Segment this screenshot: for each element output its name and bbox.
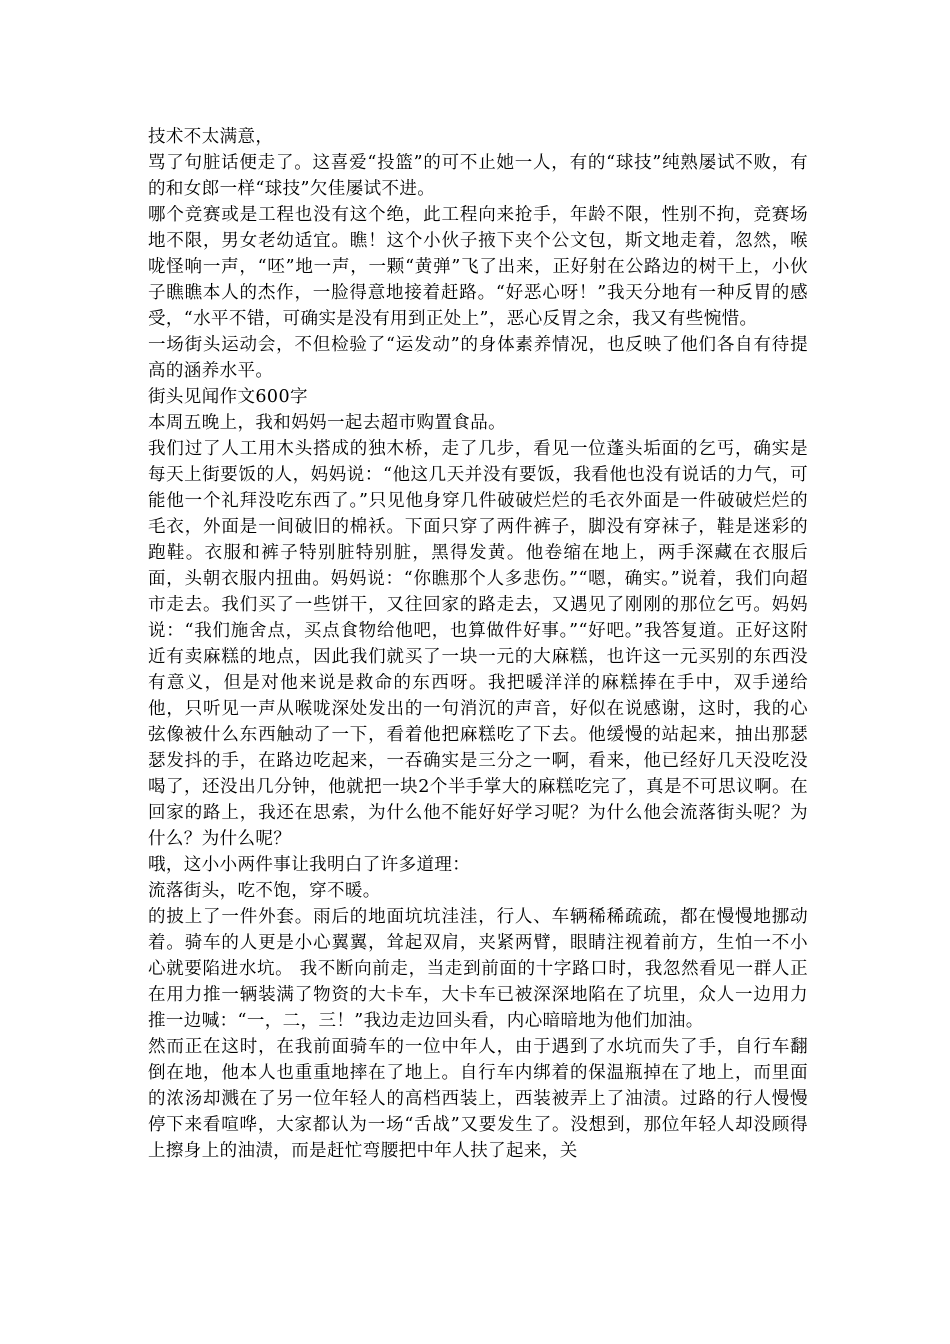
document-body	[148, 124, 808, 1164]
paragraph-8: 哦，这小小两件事让我明白了许多道理：	[148, 855, 471, 875]
paragraph-4: 一场街头运动会，不但检验了“运发动”的身体素养情况，也反映了他们各自有待提高的涵养水平。	[148, 335, 808, 381]
paragraph-10: 的披上了一件外套。雨后的地面坑坑洼洼，行人、车辆稀稀疏疏，都在慢慢地挪动着。骑车的人更是小心翼翼，耸起双肩，夹紧两臂，眼睛注视着前方，生怕一不小心就要陷进水坑。 我不断向前走，当走到前面的十字路口时，我忽然看见一群人正在用力推一辆装满了物资的大卡车，大卡车已被深深地陷在了坑里，众人一边用力推一边喊：“一，二，三！”我边走边回头看，内心暗暗地为他们加油。	[148, 907, 808, 1031]
paragraph-3: 哪个竞赛或是工程也没有这个绝，此工程向来抢手，年龄不限，性别不拘，竞赛场地不限，男女老幼适宜。瞧！这个小伙子掖下夹个公文包，斯文地走着，忽然，喉咙怪响一声，“呸”地一声，一颗“黄弹”飞了出来，正好射在公路边的树干上，小伙子瞧瞧本人的杰作，一脸得意地接着赶路。“好恶心呀！”我天分地有一种反胃的感受，“水平不错，可确实是没有用到正处上”，恶心反胃之余，我又有些惋惜。	[148, 205, 808, 329]
paragraph-9: 流落街头，吃不饱，穿不暖。	[148, 881, 381, 901]
paragraph-11: 然而正在这时，在我前面骑车的一位中年人，由于遇到了水坑而失了手，自行车翻倒在地，他本人也重重地摔在了地上。自行车内绑着的保温瓶掉在了地上，而里面的浓汤却溅在了另一位年轻人的高档西装上，西装被弄上了油渍。过路的行人慢慢停下来看喧哗，大家都认为一场“舌战”又要发生了。没想到，那位年轻人却没顾得上擦身上的油渍，而是赶忙弯腰把中年人扶了起来，关	[148, 1037, 808, 1161]
essay-title: 街头见闻作文600字	[148, 387, 308, 407]
paragraph-7: 我们过了人工用木头搭成的独木桥，走了几步，看见一位蓬头垢面的乞丐，确实是每天上街要饭的人，妈妈说：“他这几天并没有要饭，我看他也没有说话的力气，可能他一个礼拜没吃东西了。”只见他身穿几件破破烂烂的毛衣外面是一件破破烂烂的毛衣，外面是一间破旧的棉袄。下面只穿了两件裤子，脚没有穿袜子，鞋是迷彩的跑鞋。衣服和裤子特别脏特别脏，黑得发黄。他卷缩在地上，两手深藏在衣服后面，头朝衣服内扭曲。妈妈说：“你瞧那个人多悲伤。”“嗯，确实。”说着，我们向超市走去。我们买了一些饼干，又往回家的路走去，又遇见了刚刚的那位乞丐。妈妈说：“我们施舍点，买点食物给他吧，也算做件好事。”“好吧。”我答复道。正好这附近有卖麻糕的地点，因此我们就买了一块一元的大麻糕，也许这一元买别的东西没有意义，但是对他来说是救命的东西呀。我把暖洋洋的麻糕捧在手中，双手递给他，只听见一声从喉咙深处发出的一句消沉的声音，好似在说感谢，这时，我的心弦像被什么东西触动了一下，看着他把麻糕吃了下去。他缓慢的站起来，抽出那瑟瑟发抖的手，在路边吃起来，一吞确实是三分之一啊，看来，他已经好几天没吃没喝了，还没出几分钟，他就把一块2个半手掌大的麻糕吃完了，真是不可思议啊。在回家的路上，我还在思索，为什么他不能好好学习呢？为什么他会流落街头呢？为什么？为什么呢？	[148, 439, 808, 849]
paragraph-2: 骂了句脏话便走了。这喜爱“投篮”的可不止她一人，有的“球技”纯熟屡试不败，有的和女郎一样“球技”欠佳屡试不进。	[148, 153, 808, 199]
paragraph-6: 本周五晚上，我和妈妈一起去超市购置食品。	[148, 413, 506, 433]
paragraph-1: 技术不太满意，	[148, 127, 274, 147]
